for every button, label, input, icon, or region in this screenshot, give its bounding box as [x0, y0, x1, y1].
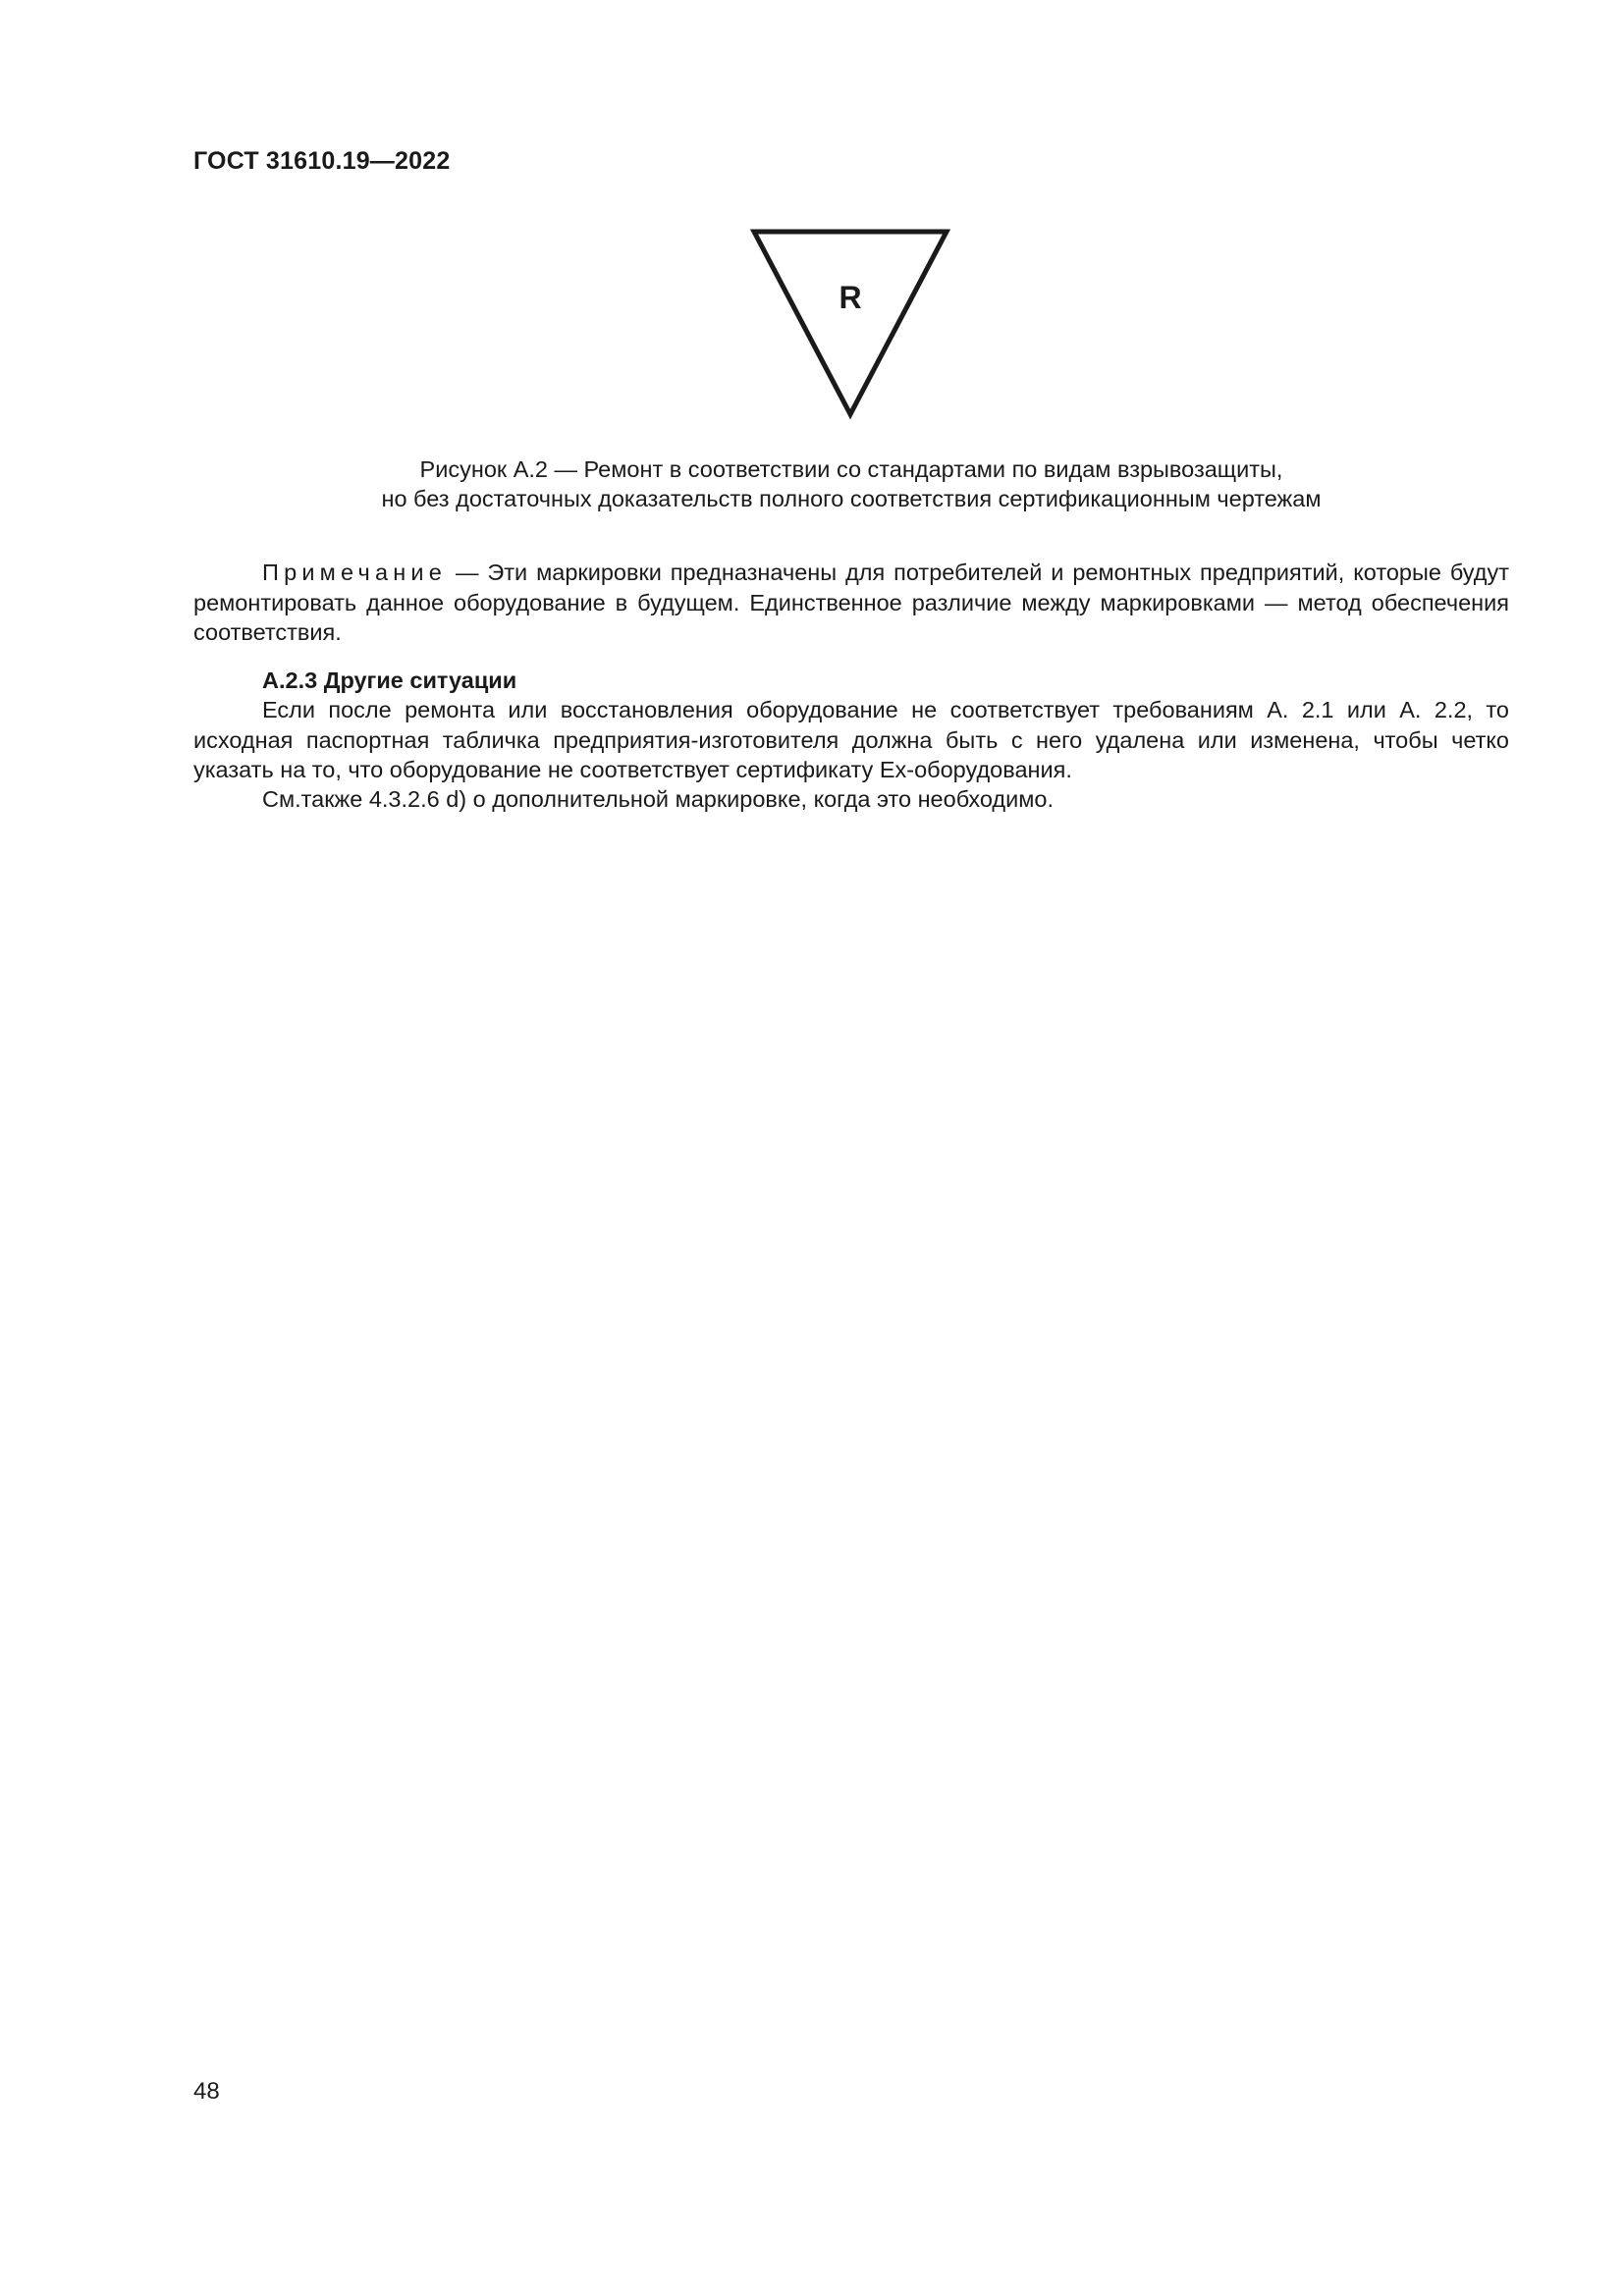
repair-mark-triangle-icon	[750, 228, 950, 420]
note-label: Примечание	[262, 560, 448, 585]
section-paragraph-1: Если после ремонта или восстановления оборудование не соответствует требованиям А. 2.1 или А. 2.2, то исходная паспортная табличка предприятия-изготовителя должна быть с него удалена или изменена, чтобы четко указать на то, что оборудование не соответствует сертификату Ex-оборудования.	[193, 697, 1509, 782]
note-text: — Эти маркировки предназначены для потребителей и ремонтных предприятий, которые будут ремонтировать данное оборудование в будущем. Единственное различие между маркировками — метод обеспечения соответствия.	[193, 560, 1509, 645]
page-header-standard-code: ГОСТ 31610.19—2022	[193, 147, 451, 175]
figure-caption-line-1: Рисунок А.2 — Ремонт в соответствии со стандартами по видам взрывозащиты,	[419, 456, 1283, 482]
section-heading: А.2.3 Другие ситуации	[262, 667, 517, 693]
section-paragraph-2: См.также 4.3.2.6 d) о дополнительной маркировке, когда это необходимо.	[262, 786, 1055, 812]
figure-caption-line-2: но без достаточных доказательств полного соответствия сертификационным чертежам	[381, 486, 1322, 511]
page-number: 48	[193, 2078, 220, 2105]
note-paragraph	[193, 558, 1509, 648]
repair-mark-letter: R	[839, 280, 862, 315]
figure-caption	[193, 454, 1509, 513]
